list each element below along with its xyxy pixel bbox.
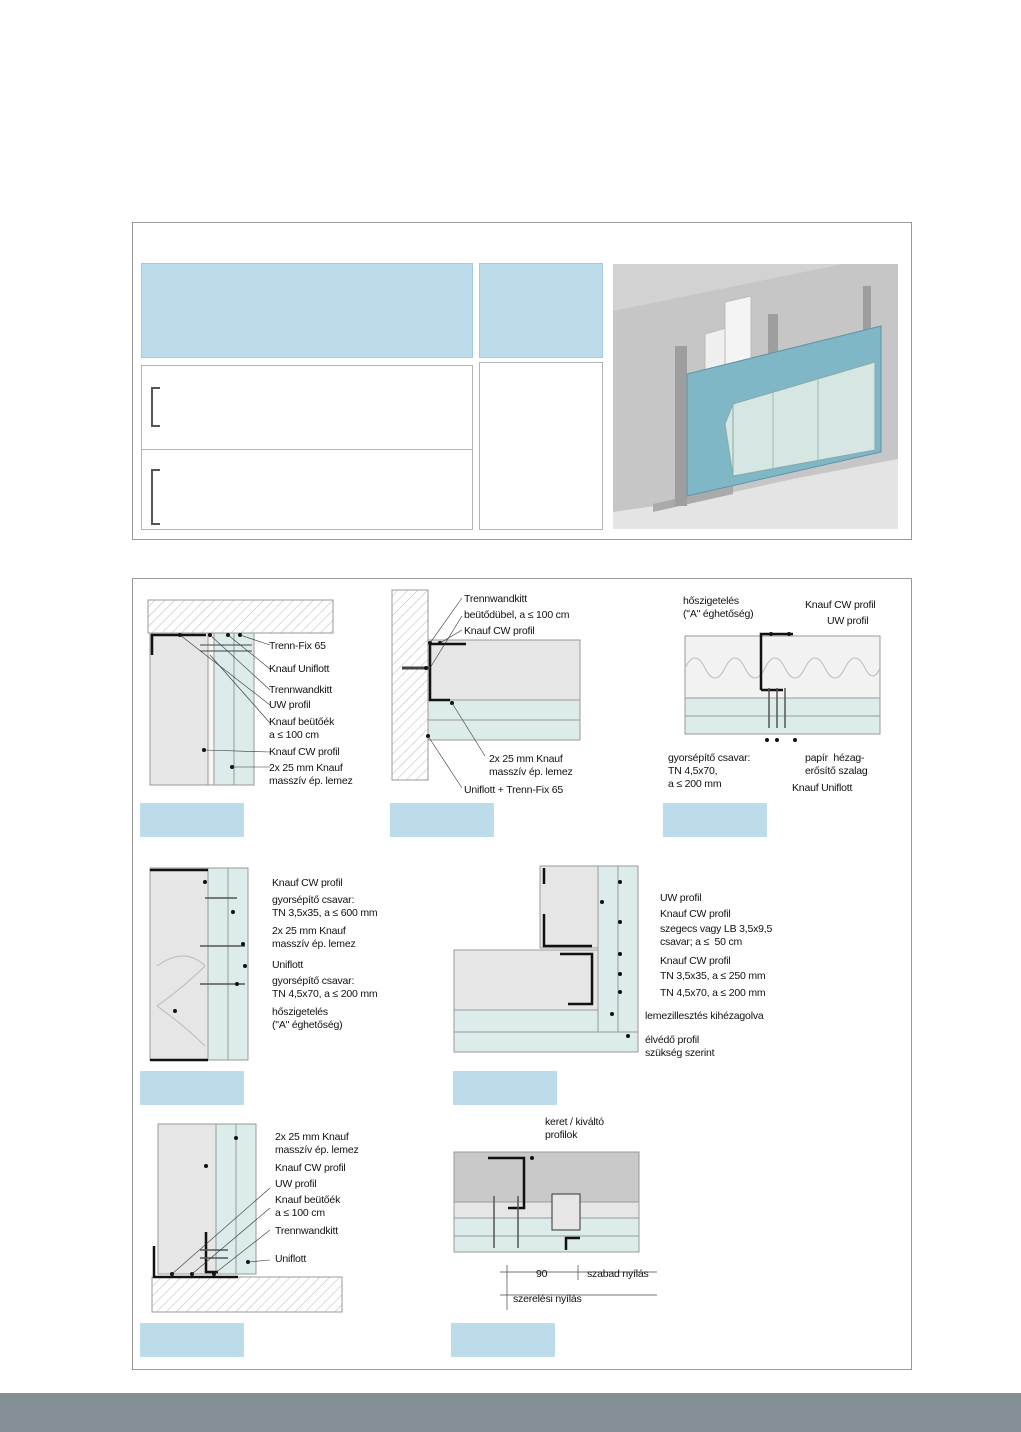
profile-row-1 bbox=[141, 365, 473, 450]
wall-3d-illustration bbox=[613, 264, 898, 529]
detail-5-label-2: Knauf CW profil bbox=[660, 908, 731, 920]
detail-5-label-5: TN 3,5x35, a ≤ 250 mm bbox=[660, 970, 766, 982]
detail-2-label-3: Knauf CW profil bbox=[464, 625, 535, 637]
detail-4-label-2: gyorsépítő csavar: TN 3,5x35, a ≤ 600 mm bbox=[272, 894, 378, 919]
profile-row-2 bbox=[141, 449, 473, 530]
detail-1-label-7: 2x 25 mm Knauf masszív ép. lemez bbox=[269, 762, 353, 787]
detail-7-caption bbox=[451, 1323, 555, 1357]
detail-3-caption bbox=[663, 803, 767, 837]
detail-1-label-3: Trennwandkitt bbox=[269, 684, 332, 696]
detail-6-label-3: UW profil bbox=[275, 1178, 317, 1190]
detail-4-label-6: hőszigetelés ("A" éghetőség) bbox=[272, 1006, 343, 1031]
detail-4-label-1: Knauf CW profil bbox=[272, 877, 343, 889]
detail-4-label-4: Uniflott bbox=[272, 959, 304, 971]
cw-profile-large-icon bbox=[148, 466, 188, 536]
detail-6-label-5: Trennwandkitt bbox=[275, 1225, 338, 1237]
footer-bar bbox=[0, 1393, 1021, 1432]
detail-1-label-2: Knauf Uniflott bbox=[269, 663, 330, 675]
detail-1-label-5: Knauf beütőék a ≤ 100 cm bbox=[269, 716, 335, 741]
detail-1-label-4: UW profil bbox=[269, 699, 311, 711]
detail-2-label-5: Uniflott + Trenn-Fix 65 bbox=[464, 784, 563, 796]
header-block-left bbox=[141, 263, 473, 358]
cw-profile-small-icon bbox=[148, 384, 188, 444]
detail-2-caption bbox=[390, 803, 494, 837]
header-block-right bbox=[479, 263, 603, 358]
value-column bbox=[479, 362, 603, 530]
detail-5-label-4: Knauf CW profil bbox=[660, 955, 731, 967]
detail-5-caption bbox=[453, 1071, 557, 1105]
detail-1-label-6: Knauf CW profil bbox=[269, 746, 340, 758]
detail-5-label-1: UW profil bbox=[660, 892, 702, 904]
detail-3-drawing bbox=[683, 628, 883, 748]
detail-4-caption bbox=[140, 1071, 244, 1105]
detail-6-label-4: Knauf beütőék a ≤ 100 cm bbox=[275, 1194, 341, 1219]
detail-4-label-5: gyorsépítő csavar: TN 4,5x70, a ≤ 200 mm bbox=[272, 975, 378, 1000]
detail-3-label-2: Knauf CW profil bbox=[805, 599, 876, 611]
detail-3-label-4: gyorsépítő csavar: TN 4,5x70, a ≤ 200 mm bbox=[668, 752, 751, 790]
detail-4-label-3: 2x 25 mm Knauf masszív ép. lemez bbox=[272, 925, 356, 950]
detail-2-label-1: Trennwandkitt bbox=[464, 593, 527, 605]
detail-3-label-1: hőszigetelés ("A" éghetőség) bbox=[683, 595, 754, 620]
detail-6-label-6: Uniflott bbox=[275, 1253, 307, 1265]
detail-4-drawing bbox=[145, 866, 265, 1066]
detail-2-label-4: 2x 25 mm Knauf masszív ép. lemez bbox=[489, 753, 573, 778]
detail-7-label-3: szabad nyílás bbox=[587, 1268, 649, 1280]
detail-5-label-3: szegecs vagy LB 3,5x9,5 csavar; a ≤ 50 cm bbox=[660, 923, 773, 948]
detail-7-label-4: szerelési nyílás bbox=[513, 1293, 582, 1305]
detail-7-drawing bbox=[452, 1140, 657, 1310]
detail-3-label-6: Knauf Uniflott bbox=[792, 782, 853, 794]
detail-5-label-6: TN 4,5x70, a ≤ 200 mm bbox=[660, 987, 766, 999]
detail-6-label-2: Knauf CW profil bbox=[275, 1162, 346, 1174]
detail-7-label-2: 90 bbox=[536, 1268, 548, 1280]
detail-7-label-1: keret / kiváltó profilok bbox=[545, 1116, 604, 1141]
detail-5-label-8: élvédő profil szükség szerint bbox=[645, 1034, 715, 1059]
detail-1-label-1: Trenn-Fix 65 bbox=[269, 640, 326, 652]
detail-3-label-5: papír hézag- erősítő szalag bbox=[805, 752, 868, 777]
detail-6-label-1: 2x 25 mm Knauf masszív ép. lemez bbox=[275, 1131, 359, 1156]
detail-5-label-7: lemezillesztés kihézagolva bbox=[645, 1010, 764, 1022]
detail-2-label-2: beütődübel, a ≤ 100 cm bbox=[464, 609, 570, 621]
detail-6-caption bbox=[140, 1323, 244, 1357]
detail-3-label-3: UW profil bbox=[827, 615, 869, 627]
detail-5-drawing bbox=[452, 864, 662, 1064]
detail-1-caption bbox=[140, 803, 244, 837]
